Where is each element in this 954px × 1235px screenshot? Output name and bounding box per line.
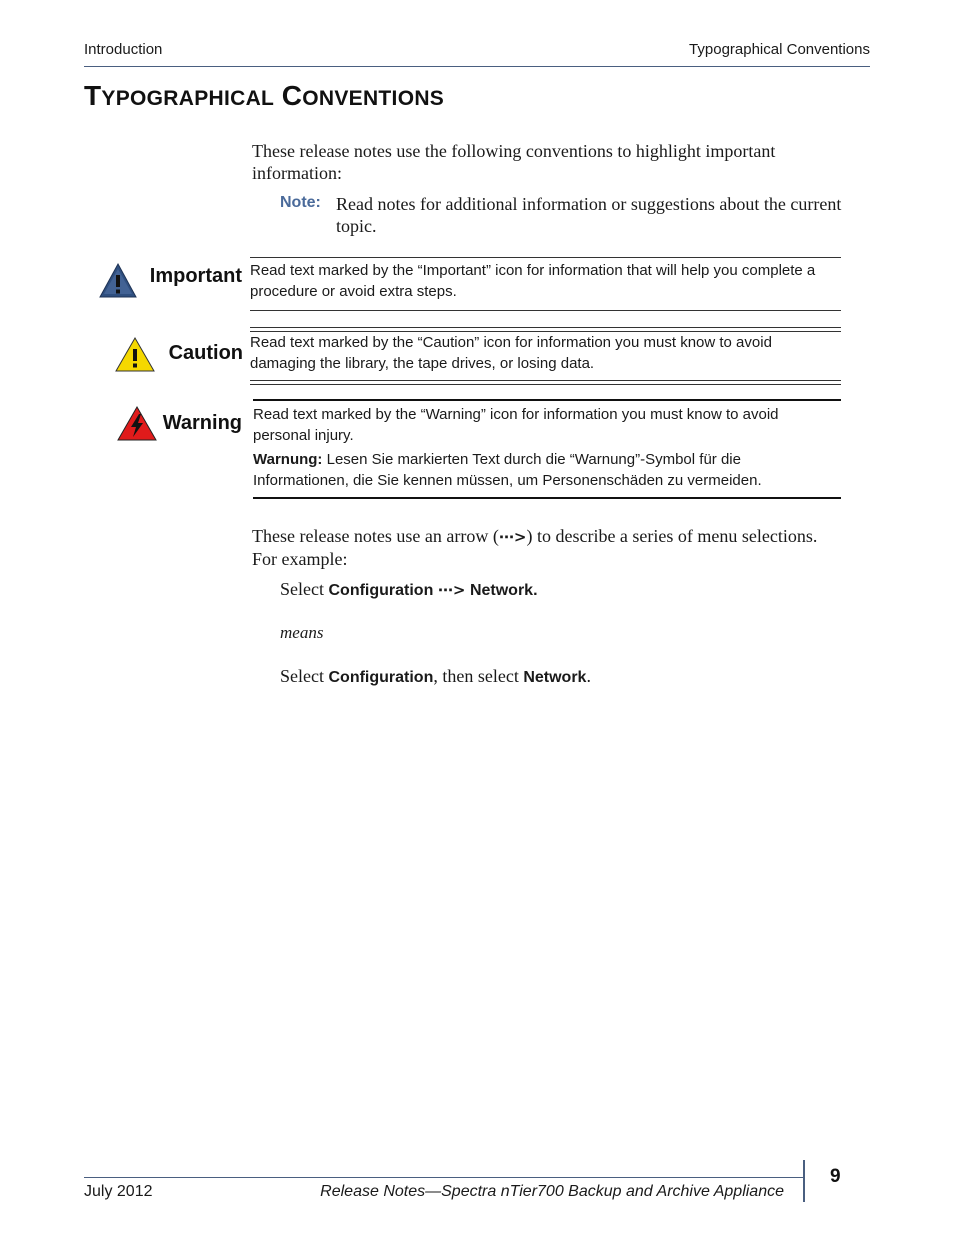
caution-icon (115, 336, 155, 372)
intro-paragraph: These release notes use the following conventions to highlight important information: (252, 141, 776, 183)
arrow-paragraph (252, 525, 832, 570)
page-number: 9 (830, 1166, 841, 1187)
warning-text: Read text marked by the “Warning” icon for information you must know to avoid personal injury. (253, 406, 779, 444)
footer-divider (84, 1177, 804, 1178)
header-topic-title: Typographical Conventions (689, 41, 870, 58)
caution-top-rule-1 (250, 327, 841, 328)
warning-german-label: Warnung: (253, 451, 323, 468)
example-1 (280, 578, 538, 602)
header-divider (84, 66, 870, 67)
important-top-rule (250, 257, 841, 258)
title-cap-2: C (281, 80, 303, 111)
caution-label: Caution (168, 342, 243, 364)
title-cap-1: T (84, 80, 102, 111)
title-rest-2: ONVENTIONS (302, 87, 445, 110)
warning-label: Warning (162, 412, 242, 434)
example-1-menu-configuration: Configuration (328, 582, 434, 599)
example-2-middle: , then select (433, 666, 519, 686)
footer-document-title: Release Notes—Spectra nTier700 Backup and Archive Appliance (320, 1183, 784, 1200)
title-rest-1: YPOGRAPHICAL (101, 87, 275, 110)
caution-text: Read text marked by the “Caution” icon for information you must know to avoid damaging the library, the tape drives, or losing data. (250, 334, 772, 372)
warning-bottom-rule (253, 497, 841, 499)
example-2-end: . (586, 666, 591, 686)
menu-arrow-icon: ⋯> (498, 528, 527, 546)
note-text: Read notes for additional information or suggestions about the current topic. (336, 194, 842, 236)
caution-bottom-rule-2 (250, 384, 841, 385)
important-icon (99, 262, 137, 298)
caution-top-rule-2 (250, 331, 841, 332)
footer-page-bar (803, 1160, 805, 1202)
example-2-select: Select (280, 666, 324, 686)
warning-top-rule (253, 399, 841, 401)
important-bottom-rule (250, 310, 841, 311)
warning-icon (117, 405, 157, 441)
warning-german-text (253, 450, 838, 491)
example-1-select: Select (280, 579, 324, 599)
arrow-paragraph-before: These release notes use an arrow ( (252, 526, 499, 546)
menu-arrow-icon: ⋯> (437, 581, 466, 599)
arrow-paragraph-after: ) to describe a series of menu selections. For example: (252, 526, 818, 569)
important-label: Important (149, 265, 242, 287)
warning-german-body: Lesen Sie markierten Text durch die “Warnung”-Symbol für die Informationen, die Sie kennen müssen, um Personenschäden zu vermeiden. (253, 451, 762, 489)
page-title (84, 80, 444, 112)
caution-bottom-rule-1 (250, 380, 841, 381)
footer-date: July 2012 (84, 1183, 153, 1200)
means-text: means (280, 623, 324, 642)
note-label: Note: (280, 194, 321, 211)
example-2-menu-network: Network (523, 669, 587, 686)
important-text: Read text marked by the “Important” icon for information that will help you complete a procedure or avoid extra steps. (250, 262, 816, 300)
example-2-menu-configuration: Configuration (328, 669, 434, 686)
example-1-menu-network: Network. (469, 582, 538, 599)
example-2 (280, 665, 591, 689)
header-section-title: Introduction (84, 41, 163, 58)
